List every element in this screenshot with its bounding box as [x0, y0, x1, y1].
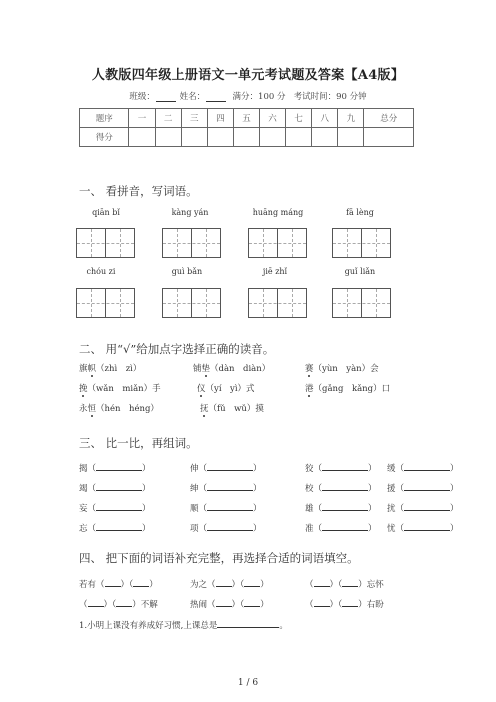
word-blank[interactable]	[207, 482, 253, 491]
compare-word-item: 忘（ ）	[79, 524, 151, 534]
pinyin-label: fā lèng	[346, 208, 374, 217]
reading-options[interactable]: （dàn diàn）	[210, 364, 271, 374]
pronunciation-item: 旗帜（zhì zì）	[79, 364, 142, 374]
compare-char: 绅	[190, 484, 199, 494]
idiom-blank[interactable]	[342, 598, 358, 607]
pronunciation-item: 铺垫（dàn diàn）	[193, 364, 271, 374]
score-table	[79, 108, 414, 147]
table-cell: 总分	[364, 109, 414, 128]
word-blank[interactable]	[322, 522, 368, 531]
table-cell: 五	[233, 109, 259, 128]
table-cell: 三	[181, 109, 207, 128]
pinyin-label: kàng yán	[171, 208, 209, 217]
word-blank[interactable]	[404, 482, 450, 491]
idiom-blank[interactable]	[116, 598, 132, 607]
reading-options[interactable]: （wǎn miǎn）手	[87, 384, 161, 394]
dotted-char: 恒	[87, 404, 97, 414]
pronunciation-item	[200, 402, 264, 414]
pronunciation-item	[305, 362, 379, 374]
word-blank[interactable]	[96, 502, 142, 511]
dotted-char: 帜	[87, 364, 97, 374]
score-cell[interactable]	[207, 128, 233, 147]
sentence-blank[interactable]	[217, 619, 279, 628]
idiom-item: （ ）（ ）忘怀	[305, 580, 384, 590]
idiom-blank[interactable]	[314, 598, 330, 607]
compare-char: 项	[190, 524, 199, 534]
score-cell[interactable]	[233, 128, 259, 147]
compare-char: 忘	[79, 524, 88, 534]
compare-word-item: 扰（ ）	[387, 504, 459, 514]
pinyin-label: guǐ liǎn	[344, 267, 376, 276]
pronunciation-item: 永恒（hén héng）	[79, 404, 159, 414]
pinyin-label: chóu zi	[86, 267, 116, 276]
score-cell[interactable]	[260, 128, 286, 147]
pinyin-label: qiān bǐ	[92, 208, 120, 217]
word-blank[interactable]	[322, 482, 368, 491]
reading-options[interactable]: （yùn yàn）会	[313, 364, 379, 374]
idiom-item: 为之（ ）（ ）	[190, 580, 269, 590]
compare-word-item: 项（ ）	[190, 524, 262, 534]
writing-box[interactable]	[248, 288, 307, 318]
class-field[interactable]	[156, 92, 176, 102]
idiom-blank[interactable]	[244, 598, 260, 607]
dotted-char: 垫	[201, 364, 211, 374]
pinyin-label: guì bǎn	[171, 267, 203, 276]
section1-heading: 一、 看拼音，写词语。	[79, 184, 198, 198]
compare-word-item: 妄（ ）	[79, 504, 151, 514]
reading-options[interactable]: （gǎng kǎng）口	[313, 384, 391, 394]
compare-word-item: 绅（ ）	[190, 484, 262, 494]
score-cell[interactable]	[286, 128, 312, 147]
idiom-blank[interactable]	[216, 578, 232, 587]
reading-options[interactable]: （hén héng）	[96, 404, 159, 414]
idiom-item: 若有（ ）（ ）	[79, 580, 158, 590]
dotted-char: 港	[305, 384, 314, 394]
pinyin-label: jiē zhǐ	[262, 267, 288, 276]
writing-box[interactable]	[76, 288, 135, 318]
idiom-blank[interactable]	[342, 578, 358, 587]
score-cell[interactable]	[155, 128, 181, 147]
writing-box[interactable]	[248, 228, 307, 258]
class-label: 班级：	[129, 92, 155, 102]
compare-char: 扰	[387, 504, 396, 514]
word-blank[interactable]	[207, 462, 253, 471]
table-cell: 六	[260, 109, 286, 128]
word-blank[interactable]	[322, 502, 368, 511]
compare-char: 狡	[305, 464, 314, 474]
name-field[interactable]	[206, 92, 226, 102]
page-number: 1 / 6	[237, 678, 259, 688]
score-cell[interactable]	[181, 128, 207, 147]
exam-time: 考试时间：90 分钟	[293, 92, 367, 102]
score-cell[interactable]	[338, 128, 364, 147]
exam-info	[0, 90, 496, 102]
score-cell[interactable]	[312, 128, 338, 147]
section3-heading: 三、 比一比，再组词。	[79, 436, 198, 450]
dotted-char: 仪	[197, 384, 206, 394]
compare-char: 竭	[79, 484, 88, 494]
compare-char: 雄	[305, 504, 314, 514]
section2-heading: 二、 用“√”给加点字选择正确的读音。	[79, 342, 275, 356]
word-blank[interactable]	[404, 522, 450, 531]
writing-box[interactable]	[332, 228, 391, 258]
word-blank[interactable]	[96, 522, 142, 531]
table-cell: 题序	[80, 109, 129, 128]
word-blank[interactable]	[207, 502, 253, 511]
word-blank[interactable]	[322, 462, 368, 471]
idiom-item: （ ）（ ）不解	[79, 600, 158, 610]
idiom-blank[interactable]	[216, 598, 232, 607]
compare-char: 援	[387, 484, 396, 494]
word-blank[interactable]	[96, 462, 142, 471]
score-table-score-row	[80, 128, 414, 147]
pinyin-label: huāng máng	[252, 208, 304, 217]
reading-options[interactable]: （fǔ wǔ）摸	[208, 404, 264, 414]
writing-box[interactable]	[162, 228, 221, 258]
score-table-header-row	[80, 109, 414, 128]
compare-char: 伸	[190, 464, 199, 474]
pronunciation-item	[79, 382, 161, 394]
table-cell: 一	[129, 109, 155, 128]
word-blank[interactable]	[404, 502, 450, 511]
compare-word-item: 缓（ ）	[387, 464, 459, 474]
table-cell: 二	[155, 109, 181, 128]
writing-box[interactable]	[162, 288, 221, 318]
writing-box[interactable]	[332, 288, 391, 318]
table-cell: 四	[207, 109, 233, 128]
compare-word-item: 雄（ ）	[305, 504, 377, 514]
idiom-item: （ ）（ ）右盼	[305, 600, 384, 610]
page-title: 人教版四年级上册语文一单元考试题及答案【A4版】	[91, 68, 405, 83]
reading-options[interactable]: （zhì zì）	[96, 364, 142, 374]
compare-word-item: 伸（ ）	[190, 464, 262, 474]
dotted-char: 挽	[79, 384, 88, 394]
fill-sentence: 1.小明上课没有养成好习惯,上课总是 。	[79, 621, 288, 631]
score-cell[interactable]	[364, 128, 414, 147]
pronunciation-item	[197, 382, 255, 394]
compare-word-item: 忧（ ）	[387, 524, 459, 534]
idiom-blank[interactable]	[244, 578, 260, 587]
word-blank[interactable]	[207, 522, 253, 531]
section4-heading: 四、 把下面的词语补充完整，再选择合适的词语填空。	[79, 551, 359, 565]
compare-char: 揭	[79, 464, 88, 474]
compare-word-item: 揭（ ）	[79, 464, 151, 474]
table-cell: 九	[338, 109, 364, 128]
dotted-char: 赛	[305, 364, 314, 374]
idiom-blank[interactable]	[314, 578, 330, 587]
word-blank[interactable]	[96, 482, 142, 491]
idiom-item: 热闹（ ）（ ）	[190, 600, 269, 610]
compare-char: 妄	[79, 504, 88, 514]
idiom-blank[interactable]	[133, 578, 149, 587]
dotted-char: 抚	[200, 404, 209, 414]
compare-word-item: 竭（ ）	[79, 484, 151, 494]
compare-char: 顺	[190, 504, 199, 514]
compare-word-item: 顺（ ）	[190, 504, 262, 514]
table-cell: 七	[286, 109, 312, 128]
compare-word-item: 校（ ）	[305, 484, 377, 494]
pronunciation-item	[305, 382, 390, 394]
compare-word-item: 准（ ）	[305, 524, 377, 534]
compare-word-item: 狡（ ）	[305, 464, 377, 474]
writing-box[interactable]	[76, 228, 135, 258]
score-cell[interactable]	[129, 128, 155, 147]
table-cell: 八	[312, 109, 338, 128]
compare-char: 校	[305, 484, 314, 494]
idiom-blank[interactable]	[105, 578, 121, 587]
reading-options[interactable]: （yí yì）式	[205, 384, 255, 394]
name-label: 姓名：	[179, 92, 206, 102]
full-score: 满分：100 分	[232, 92, 286, 102]
compare-char: 准	[305, 524, 314, 534]
compare-char: 缓	[387, 464, 396, 474]
compare-word-item: 援（ ）	[387, 484, 459, 494]
word-blank[interactable]	[404, 462, 450, 471]
idiom-blank[interactable]	[88, 598, 104, 607]
compare-char: 忧	[387, 524, 396, 534]
table-cell: 得分	[80, 128, 129, 147]
